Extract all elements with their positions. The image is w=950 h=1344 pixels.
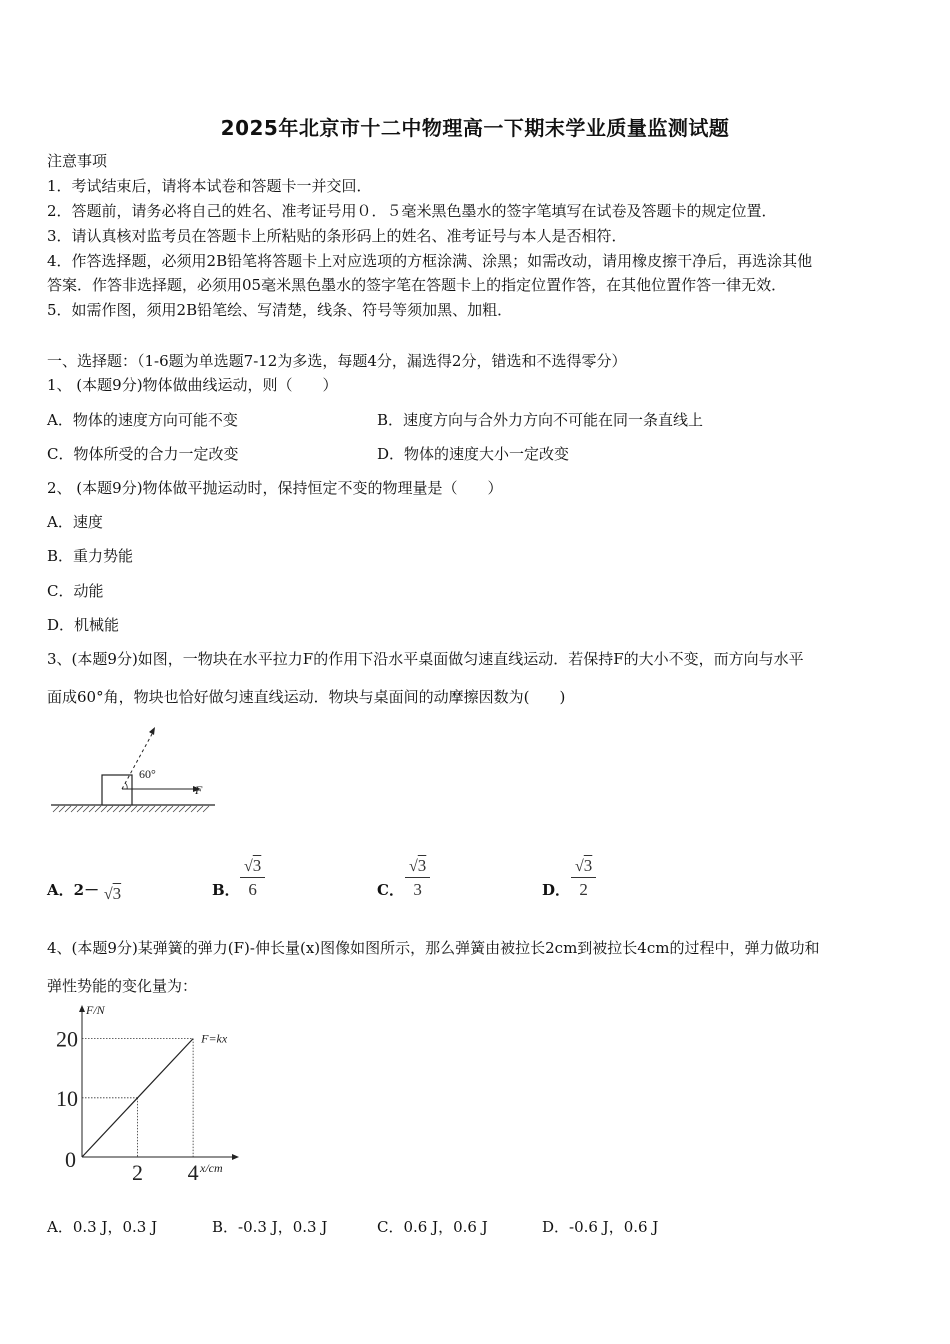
inclined-arrowhead xyxy=(149,727,155,735)
q2-option-c: C．动能 xyxy=(47,582,104,600)
numerator xyxy=(240,856,265,878)
sqrt-icon: √ xyxy=(409,858,418,875)
notice-item: 4．作答选择题，必须用2B铅笔将答题卡上对应选项的方框涂满、涂黑；如需改动，请用橡皮擦干净后，再选涂其他 xyxy=(47,252,813,270)
q3-option-d-letter xyxy=(542,880,570,900)
y-axis-arrow xyxy=(79,1005,85,1012)
page-title: 2025年北京市十二中物理高一下期末学业质量监测试题 xyxy=(220,116,730,140)
notice-item: 5．如需作图，须用2B铅笔绘、写清楚，线条、符号等须加黑、加粗． xyxy=(47,301,513,319)
q1-option-a: A．物体的速度方向可能不变 xyxy=(47,411,238,429)
q4-stem-line1: 4、(本题9分)某弹簧的弹力(F)-伸长量(x)图像如图所示，那么弹簧由被拉长2cm到被拉长4cm的过程中，弹力做功和 xyxy=(47,939,820,957)
y-tick-label: 10 xyxy=(56,1085,78,1111)
q3-option-b-letter xyxy=(212,880,240,900)
radicand: 3 xyxy=(252,856,262,875)
sqrt-icon: √ xyxy=(575,858,584,875)
x-tick-label: 0 xyxy=(65,1147,76,1172)
q3-option-b-fraction xyxy=(240,856,265,900)
block xyxy=(102,775,132,805)
radicand: 3 xyxy=(417,856,427,875)
notice-heading: 注意事项 xyxy=(47,152,108,170)
q1-stem: 1、 (本题9分)物体做曲线运动，则（ ） xyxy=(47,376,338,394)
q1-option-b: B．速度方向与合外力方向不可能在同一条直线上 xyxy=(377,411,704,429)
y-tick-label: 20 xyxy=(56,1026,78,1052)
q1-option-d: D．物体的速度大小一定改变 xyxy=(377,445,570,463)
notice-item: 2．答题前，请务必将自己的姓名、准考证号用０．５毫米黑色墨水的签字笔填写在试卷及答题卡的规定位置． xyxy=(47,202,777,220)
q1-option-c: C．物体所受的合力一定改变 xyxy=(47,445,239,463)
q2-option-a: A．速度 xyxy=(47,513,103,531)
section-heading: 一、选择题：（1-6题为单选题7-12为多选，每题4分，漏选得2分，错选和不选得零分） xyxy=(47,352,627,370)
q4-option-c: C．0.6 J，0.6 J xyxy=(377,1218,488,1236)
denominator: 3 xyxy=(413,880,422,899)
q2-option-d: D．机械能 xyxy=(47,616,120,634)
q3-option-d-fraction xyxy=(571,856,596,900)
notice-item: 答案．作答非选择题，必须用05毫米黑色墨水的签字笔在答题卡上的指定位置作答，在其他位置作答一律无效． xyxy=(47,276,787,294)
ground-hatching xyxy=(53,806,209,812)
notice-item: 3．请认真核对监考员在答题卡上所粘贴的条形码上的姓名、准考证号与本人是否相符． xyxy=(47,227,627,245)
y-axis-label: F/N xyxy=(86,1005,105,1017)
series-label: F=kx xyxy=(201,1031,228,1046)
option-letter: A． xyxy=(47,881,74,899)
force-extension-chart xyxy=(45,1005,245,1190)
option-letter: D． xyxy=(542,881,571,899)
series-line xyxy=(82,1039,193,1157)
q3-stem-line2: 面成60°角，物块也恰好做匀速直线运动．物块与桌面间的动摩擦因数为( ) xyxy=(47,688,566,706)
force-label: F xyxy=(195,783,203,797)
q3-option-a xyxy=(47,880,121,901)
option-letter: B． xyxy=(212,881,240,899)
numerator xyxy=(571,856,596,878)
sqrt-expression xyxy=(104,884,121,903)
q3-option-c-letter xyxy=(377,880,404,900)
q2-option-b: B．重力势能 xyxy=(47,547,134,565)
q2-stem: 2、 (本题9分)物体做平抛运动时，保持恒定不变的物理量是（ ） xyxy=(47,479,503,497)
numerator xyxy=(405,856,430,878)
denominator: 6 xyxy=(248,880,257,899)
x-axis-arrow xyxy=(232,1154,239,1160)
x-tick-label: 2 xyxy=(132,1160,144,1185)
q4-option-b: B．-0.3 J，0.3 J xyxy=(212,1218,328,1236)
q4-option-d: D．-0.6 J，0.6 J xyxy=(542,1218,659,1236)
x-axis-label: x/cm xyxy=(200,1161,223,1175)
notice-item: 1．考试结束后，请将本试卷和答题卡一并交回． xyxy=(47,177,372,195)
sqrt-icon: √ xyxy=(103,886,113,903)
q4-stem-line2: 弹性势能的变化量为： xyxy=(47,977,198,995)
denominator: 2 xyxy=(579,880,588,899)
q3-stem-line1: 3、(本题9分)如图，一物块在水平拉力F的作用下沿水平桌面做匀速直线运动．若保持F的大小不变，而方向与水平 xyxy=(47,650,804,668)
radicand: 3 xyxy=(583,856,593,875)
q4-option-a: A．0.3 J，0.3 J xyxy=(47,1218,158,1236)
option-a-value: 2－ xyxy=(73,881,100,899)
block-force-figure xyxy=(45,722,220,817)
q3-option-c-fraction xyxy=(405,856,430,900)
radicand: 3 xyxy=(112,884,122,903)
option-letter: C． xyxy=(377,881,404,899)
angle-label: 60° xyxy=(139,767,156,781)
sqrt-icon: √ xyxy=(244,858,253,875)
x-tick-label: 4 xyxy=(187,1160,199,1185)
